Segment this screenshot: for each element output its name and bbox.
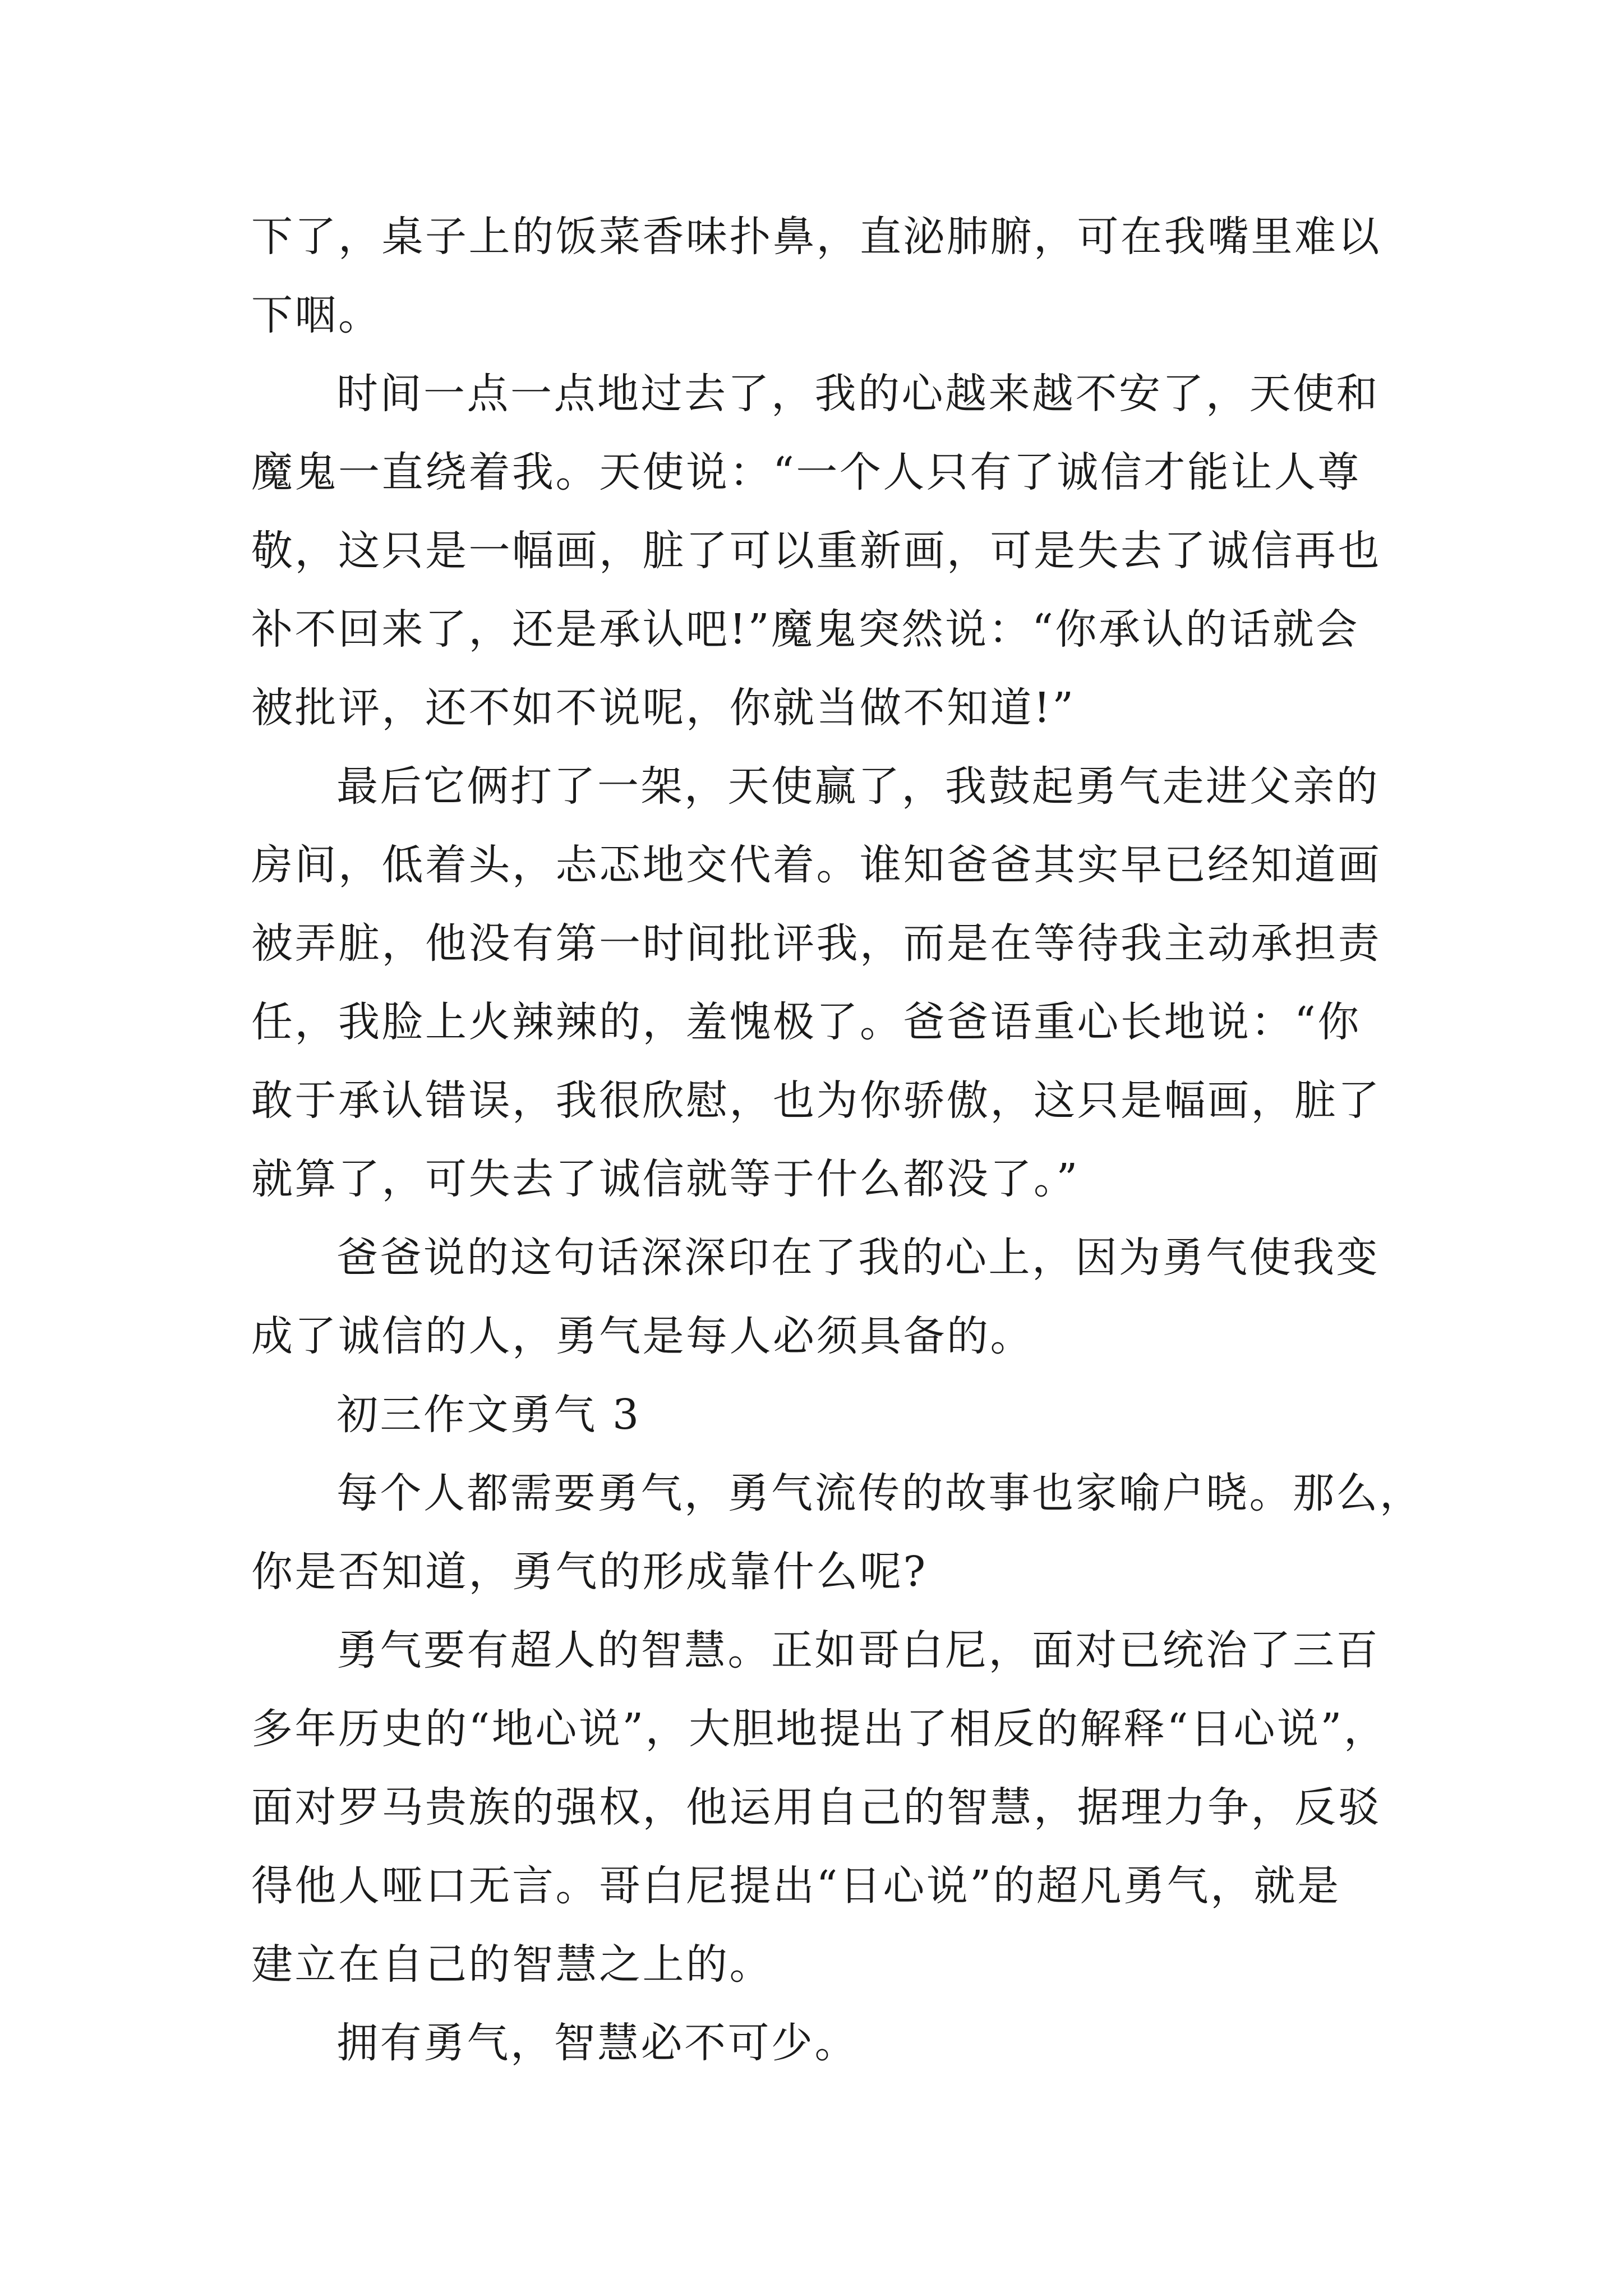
paragraph-first-line: 每个人都需要勇气，勇气流传的故事也家喻户晓。那么， [336, 1469, 1423, 1517]
paragraph-first-line: 时间一点一点地过去了，我的心越来越不安了，天使和 [336, 370, 1380, 418]
text-line: 下咽。 [251, 291, 382, 339]
text-line: 房间，低着头，忐忑地交代着。谁知爸爸其实早已经知道画 [251, 841, 1381, 889]
text-line: 建立在自己的智慧之上的。 [251, 1940, 773, 1989]
text-line: 任，我脸上火辣辣的，羞愧极了。爸爸语重心长地说：“你 [251, 998, 1361, 1046]
text-line: 多年历史的“地心说”，大胆地提出了相反的解释“日心说”， [251, 1705, 1387, 1753]
paragraph-first-line: 勇气要有超人的智慧。正如哥白尼，面对已统治了三百 [336, 1626, 1380, 1674]
text-line: 就算了，可失去了诚信就等于什么都没了。” [251, 1155, 1080, 1203]
paragraph-first-line: 拥有勇气，智慧必不可少。 [336, 2019, 858, 2067]
text-line: 得他人哑口无言。哥白尼提出“日心说”的超凡勇气，就是 [251, 1862, 1341, 1910]
paragraph-first-line: 爸爸说的这句话深深印在了我的心上，因为勇气使我变 [336, 1234, 1380, 1282]
text-line: 敢于承认错误，我很欣慰，也为你骄傲，这只是幅画，脏了 [251, 1076, 1381, 1125]
paragraph-first-line: 最后它俩打了一架，天使赢了，我鼓起勇气走进父亲的 [336, 762, 1380, 811]
text-line: 被弄脏，他没有第一时间批评我，而是在等待我主动承担责 [251, 919, 1381, 968]
text-line: 下了，桌子上的饭菜香味扑鼻，直泌肺腑，可在我嘴里难以 [251, 213, 1381, 261]
text-line: 成了诚信的人，勇气是每人必须具备的。 [251, 1312, 1034, 1360]
text-line: 魔鬼一直绕着我。天使说：“一个人只有了诚信才能让人尊 [251, 448, 1361, 496]
text-line: 敬，这只是一幅画，脏了可以重新画，可是失去了诚信再也 [251, 527, 1381, 575]
text-line: 面对罗马贵族的强权，他运用自己的智慧，据理力争，反驳 [251, 1783, 1381, 1832]
section-heading: 初三作文勇气 3 [336, 1391, 641, 1439]
text-line: 补不回来了，还是承认吧!”魔鬼突然说：“你承认的话就会 [251, 605, 1359, 654]
text-line: 被批评，还不如不说呢，你就当做不知道!” [251, 684, 1076, 732]
text-line: 你是否知道，勇气的形成靠什么呢? [251, 1548, 928, 1596]
